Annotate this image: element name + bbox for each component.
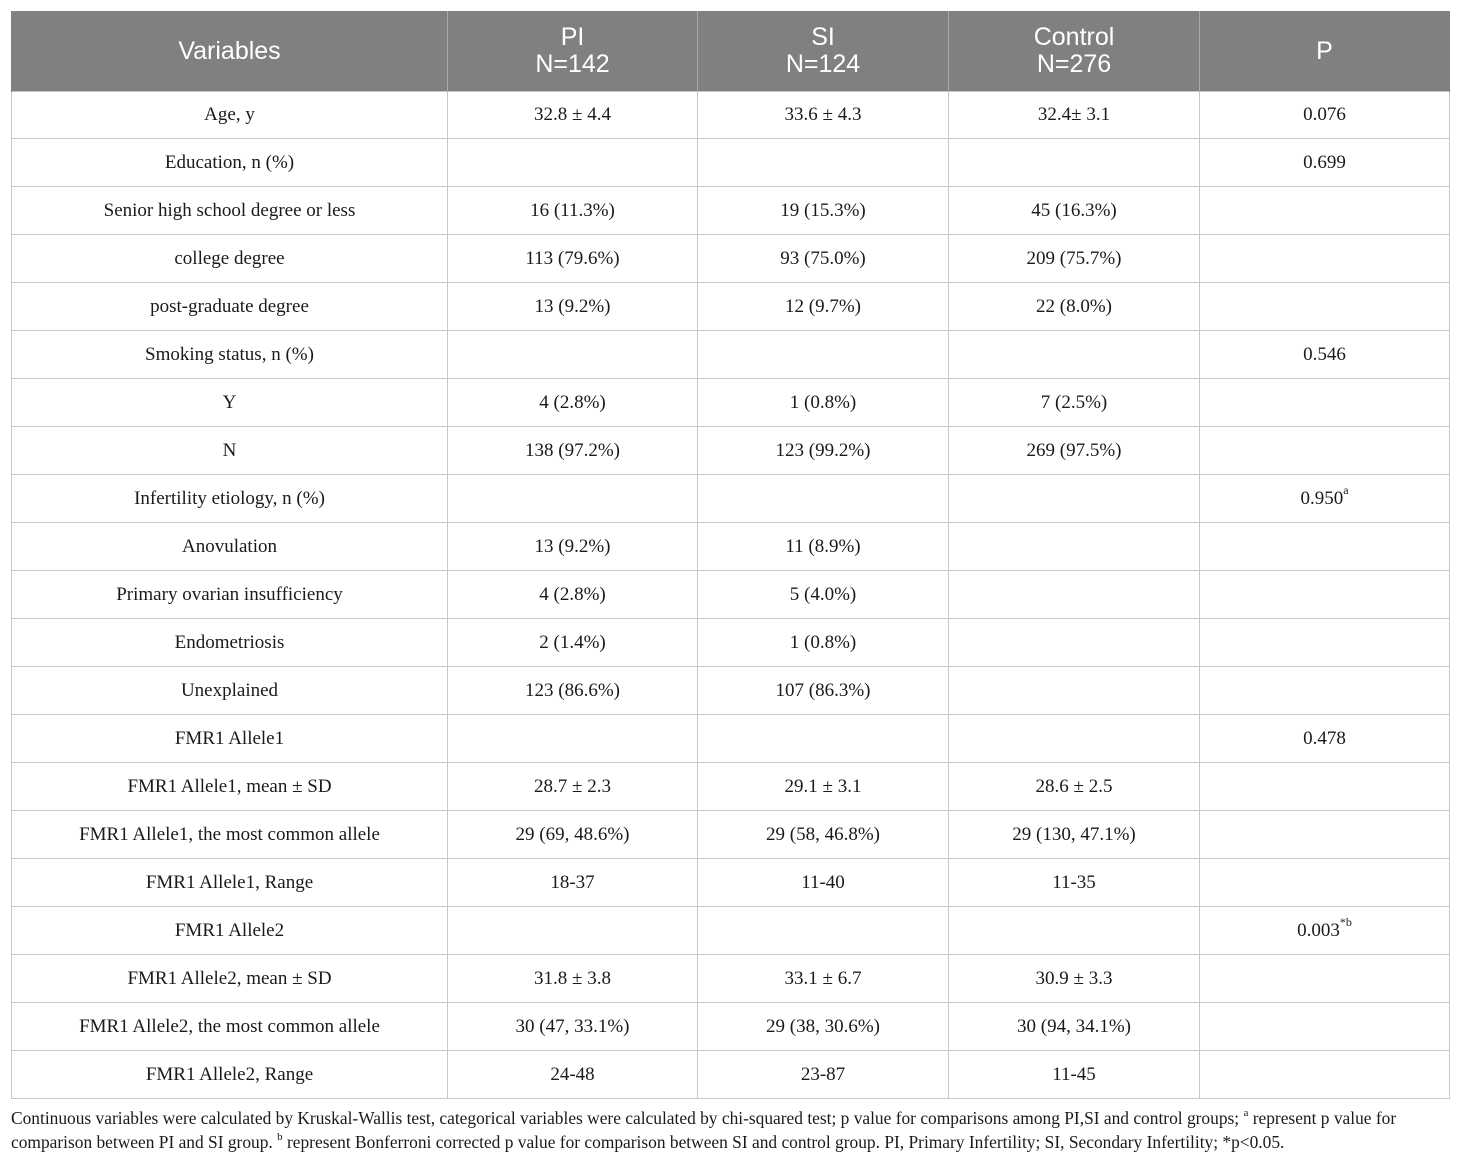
- cell-p: [1200, 811, 1450, 859]
- table-row: [12, 427, 1450, 475]
- cell-p: [1200, 619, 1450, 667]
- cell-control: [949, 955, 1200, 1003]
- cell-pi: [448, 811, 698, 859]
- cell-control: [949, 523, 1200, 571]
- cell-variable: [12, 475, 448, 523]
- p-value-footnote-marker: *b: [1339, 915, 1352, 930]
- cell-pi-value: 30 (47, 33.1%): [515, 1015, 630, 1037]
- cell-p: [1200, 763, 1450, 811]
- cell-variable: [12, 571, 448, 619]
- footnote-text-1: Continuous variables were calculated by Kruskal-Wallis test, categorical variables were calculated by chi-squared test; p value for comparisons among PI,SI and control groups;: [11, 1108, 1244, 1128]
- cell-p: [1200, 907, 1450, 955]
- footnote-text-3: represent Bonferroni corrected p value for comparison between SI and control group. PI, Primary Infertility; SI, Secondary Infertility; *p<0.05.: [282, 1132, 1285, 1152]
- footnote-text-2: represent p value for comparison between PI and SI group.: [11, 1108, 1397, 1152]
- cell-variable: [12, 811, 448, 859]
- table-row: [12, 139, 1450, 187]
- cell-si-value: 107 (86.3%): [775, 679, 871, 701]
- header-si: [698, 11, 949, 92]
- table-row: [12, 379, 1450, 427]
- cell-si: [698, 811, 949, 859]
- cell-control: [949, 715, 1200, 763]
- cell-p: [1200, 859, 1450, 907]
- cell-si: [698, 331, 949, 379]
- cell-pi: [448, 187, 698, 235]
- cell-si-value: 33.1 ± 6.7: [784, 967, 862, 989]
- table-row: [12, 235, 1450, 283]
- table-footnote: [11, 1106, 1451, 1154]
- cell-variable: [12, 523, 448, 571]
- cell-p: [1200, 92, 1450, 139]
- cell-p-value: 0.003: [1297, 919, 1340, 941]
- table-row: [12, 1003, 1450, 1051]
- table-row: [12, 475, 1450, 523]
- cell-control: [949, 475, 1200, 523]
- cell-pi-value: 113 (79.6%): [525, 247, 620, 269]
- cell-p-value: 0.076: [1303, 104, 1346, 125]
- cell-si-value: 11 (8.9%): [785, 535, 861, 557]
- cell-pi: [448, 667, 698, 715]
- cell-p: [1200, 475, 1450, 523]
- cell-si-value: 5 (4.0%): [789, 583, 857, 605]
- header-row: [12, 11, 1450, 92]
- cell-si: [698, 92, 949, 139]
- cell-p: [1200, 1051, 1450, 1099]
- table-header: [12, 11, 1450, 92]
- cell-si-value: 93 (75.0%): [780, 247, 866, 269]
- cell-control-value: 29 (130, 47.1%): [1012, 823, 1136, 845]
- cell-p: [1200, 235, 1450, 283]
- cell-si: [698, 571, 949, 619]
- header-si-label: SI: [811, 23, 835, 51]
- cell-si: [698, 379, 949, 427]
- table-row: [12, 92, 1450, 139]
- cell-pi: [448, 427, 698, 475]
- cell-variable-value: Smoking status, n (%): [145, 343, 314, 365]
- cell-variable: [12, 92, 448, 139]
- table-row: [12, 331, 1450, 379]
- cell-si: [698, 427, 949, 475]
- cell-si: [698, 1051, 949, 1099]
- cell-variable: [12, 955, 448, 1003]
- cell-pi: [448, 235, 698, 283]
- cell-variable: [12, 667, 448, 715]
- cell-p-value: 0.546: [1303, 343, 1346, 365]
- cell-si-value: 11-40: [801, 871, 845, 893]
- footnote-sup-a: a: [1243, 1107, 1249, 1120]
- cell-pi-value: 13 (9.2%): [534, 295, 611, 317]
- cell-variable-value: Age, y: [204, 104, 255, 125]
- cell-variable-value: FMR1 Allele2, Range: [145, 1063, 314, 1085]
- cell-si: [698, 859, 949, 907]
- cell-control-value: 11-45: [1052, 1063, 1096, 1085]
- table-body: [12, 92, 1450, 1099]
- cell-variable-value: FMR1 Allele2, mean ± SD: [127, 967, 332, 989]
- cell-control: [949, 1003, 1200, 1051]
- cell-variable-value: Primary ovarian insufficiency: [116, 583, 343, 605]
- header-p-label: P: [1316, 36, 1333, 65]
- cell-control: [949, 235, 1200, 283]
- cell-si-value: 29 (38, 30.6%): [766, 1015, 880, 1037]
- cell-variable-value: Infertility etiology, n (%): [134, 487, 325, 509]
- cell-control-value: 45 (16.3%): [1031, 199, 1117, 221]
- cell-pi: [448, 139, 698, 187]
- cell-pi-value: 138 (97.2%): [525, 439, 620, 461]
- cell-variable-value: FMR1 Allele1: [174, 727, 285, 749]
- cell-variable-value: Y: [222, 391, 237, 413]
- cell-variable-value: Education, n (%): [164, 151, 295, 173]
- cell-p: [1200, 955, 1450, 1003]
- cell-variable-value: FMR1 Allele1, mean ± SD: [127, 775, 332, 797]
- cell-control: [949, 859, 1200, 907]
- cell-control: [949, 1051, 1200, 1099]
- header-p: [1200, 11, 1450, 92]
- cell-control-value: 32.4± 3.1: [1037, 104, 1111, 125]
- cell-variable: [12, 187, 448, 235]
- cell-pi-value: 28.7 ± 2.3: [534, 775, 611, 797]
- cell-pi-value: 4 (2.8%): [539, 583, 606, 605]
- cell-p: [1200, 331, 1450, 379]
- cell-si-value: 1 (0.8%): [789, 631, 857, 653]
- cell-p: [1200, 1003, 1450, 1051]
- cell-si: [698, 715, 949, 763]
- cell-si: [698, 619, 949, 667]
- cell-p: [1200, 187, 1450, 235]
- cell-pi-value: 24-48: [550, 1063, 595, 1085]
- cell-variable: [12, 859, 448, 907]
- cell-p: [1200, 667, 1450, 715]
- cell-control-value: 11-35: [1052, 871, 1096, 893]
- cell-si-value: 29 (58, 46.8%): [766, 823, 880, 845]
- cell-pi: [448, 715, 698, 763]
- header-pi-label: PI: [560, 23, 585, 51]
- cell-pi: [448, 283, 698, 331]
- cell-variable: [12, 139, 448, 187]
- cell-si: [698, 139, 949, 187]
- table-row: [12, 763, 1450, 811]
- cell-pi: [448, 331, 698, 379]
- cell-si: [698, 763, 949, 811]
- cell-pi-value: 18-37: [550, 871, 595, 893]
- cell-control: [949, 139, 1200, 187]
- baseline-characteristics-table-container: [11, 11, 1449, 1099]
- cell-p-value: 0.950: [1300, 487, 1344, 509]
- cell-pi-value: 31.8 ± 3.8: [534, 967, 611, 989]
- header-pi-count: N=142: [535, 50, 610, 78]
- cell-control: [949, 379, 1200, 427]
- cell-p: [1200, 571, 1450, 619]
- cell-si: [698, 283, 949, 331]
- cell-variable-value: FMR1 Allele1, the most common allele: [79, 823, 380, 845]
- cell-control-value: 7 (2.5%): [1040, 391, 1108, 413]
- cell-control: [949, 92, 1200, 139]
- cell-pi: [448, 475, 698, 523]
- cell-control-value: 28.6 ± 2.5: [1035, 775, 1113, 797]
- cell-pi: [448, 571, 698, 619]
- table-row: [12, 715, 1450, 763]
- cell-si: [698, 667, 949, 715]
- cell-variable-value: FMR1 Allele2, the most common allele: [79, 1015, 380, 1037]
- cell-pi-value: 4 (2.8%): [539, 391, 606, 413]
- cell-si: [698, 187, 949, 235]
- cell-variable-value: Anovulation: [182, 535, 277, 557]
- cell-pi: [448, 1003, 698, 1051]
- cell-p-value: 0.699: [1303, 151, 1346, 173]
- cell-pi-value: 29 (69, 48.6%): [515, 823, 630, 845]
- table-row: [12, 955, 1450, 1003]
- cell-pi-value: 13 (9.2%): [534, 535, 611, 557]
- cell-pi: [448, 907, 698, 955]
- cell-si-value: 29.1 ± 3.1: [784, 775, 862, 797]
- cell-pi: [448, 379, 698, 427]
- cell-variable: [12, 907, 448, 955]
- table-row: [12, 811, 1450, 859]
- cell-si-value: 12 (9.7%): [785, 295, 861, 317]
- cell-si-value: 19 (15.3%): [780, 199, 866, 221]
- cell-si: [698, 955, 949, 1003]
- cell-control-value: 30.9 ± 3.3: [1035, 967, 1113, 989]
- table-row: [12, 523, 1450, 571]
- cell-si: [698, 235, 949, 283]
- cell-pi: [448, 1051, 698, 1099]
- cell-p: [1200, 139, 1450, 187]
- table-row: [12, 859, 1450, 907]
- header-control-label: Control: [1033, 23, 1115, 51]
- cell-variable: [12, 283, 448, 331]
- table-row: [12, 1051, 1450, 1099]
- cell-pi-value: 32.8 ± 4.4: [534, 104, 611, 125]
- cell-pi: [448, 763, 698, 811]
- cell-control: [949, 619, 1200, 667]
- cell-control: [949, 763, 1200, 811]
- cell-control: [949, 571, 1200, 619]
- cell-variable-value: college degree: [174, 247, 285, 269]
- cell-pi: [448, 523, 698, 571]
- cell-variable: [12, 427, 448, 475]
- header-control-count: N=276: [1036, 50, 1112, 78]
- cell-si-value: 1 (0.8%): [789, 391, 857, 413]
- cell-variable: [12, 331, 448, 379]
- cell-si: [698, 907, 949, 955]
- cell-pi: [448, 859, 698, 907]
- cell-pi-value: 2 (1.4%): [539, 631, 606, 653]
- header-si-count: N=124: [785, 50, 861, 78]
- p-value-footnote-marker: a: [1343, 483, 1349, 498]
- cell-p: [1200, 283, 1450, 331]
- cell-variable: [12, 715, 448, 763]
- cell-si: [698, 523, 949, 571]
- header-pi: [448, 11, 698, 92]
- cell-si-value: 123 (99.2%): [775, 439, 871, 461]
- cell-control: [949, 283, 1200, 331]
- cell-pi: [448, 619, 698, 667]
- cell-variable: [12, 235, 448, 283]
- cell-si: [698, 1003, 949, 1051]
- cell-control: [949, 331, 1200, 379]
- cell-variable-value: Endometriosis: [174, 631, 285, 653]
- cell-si: [698, 475, 949, 523]
- cell-control: [949, 907, 1200, 955]
- cell-control-value: 22 (8.0%): [1036, 295, 1112, 317]
- table-row: [12, 187, 1450, 235]
- cell-variable: [12, 1051, 448, 1099]
- cell-variable-value: Senior high school degree or less: [103, 199, 356, 221]
- header-control: [949, 11, 1200, 92]
- cell-pi: [448, 92, 698, 139]
- cell-si-value: 23-87: [800, 1063, 846, 1085]
- cell-control-value: 30 (94, 34.1%): [1017, 1015, 1131, 1037]
- cell-p: [1200, 523, 1450, 571]
- footnote-sup-b: b: [277, 1131, 283, 1144]
- cell-pi: [448, 955, 698, 1003]
- cell-control: [949, 811, 1200, 859]
- cell-control: [949, 667, 1200, 715]
- cell-control-value: 269 (97.5%): [1026, 439, 1122, 461]
- cell-pi-value: 123 (86.6%): [525, 679, 620, 701]
- header-variables-label: Variables: [178, 36, 281, 65]
- cell-variable-value: Unexplained: [180, 679, 279, 701]
- table-row: [12, 667, 1450, 715]
- table-row: [12, 907, 1450, 955]
- cell-variable-value: N: [222, 439, 237, 461]
- table-row: [12, 619, 1450, 667]
- cell-variable: [12, 619, 448, 667]
- baseline-characteristics-table: [11, 11, 1450, 1099]
- cell-variable: [12, 763, 448, 811]
- cell-control: [949, 427, 1200, 475]
- cell-control-value: 209 (75.7%): [1026, 247, 1122, 269]
- table-row: [12, 571, 1450, 619]
- cell-p: [1200, 379, 1450, 427]
- cell-p: [1200, 715, 1450, 763]
- header-variables: [12, 11, 448, 92]
- cell-variable-value: FMR1 Allele1, Range: [145, 871, 314, 893]
- cell-p-value: 0.478: [1303, 727, 1346, 749]
- cell-control: [949, 187, 1200, 235]
- cell-si-value: 33.6 ± 4.3: [784, 104, 862, 125]
- cell-variable-value: post-graduate degree: [150, 295, 309, 317]
- cell-variable: [12, 1003, 448, 1051]
- cell-p: [1200, 427, 1450, 475]
- table-row: [12, 283, 1450, 331]
- cell-variable: [12, 379, 448, 427]
- cell-variable-value: FMR1 Allele2: [174, 919, 285, 941]
- cell-pi-value: 16 (11.3%): [530, 199, 615, 221]
